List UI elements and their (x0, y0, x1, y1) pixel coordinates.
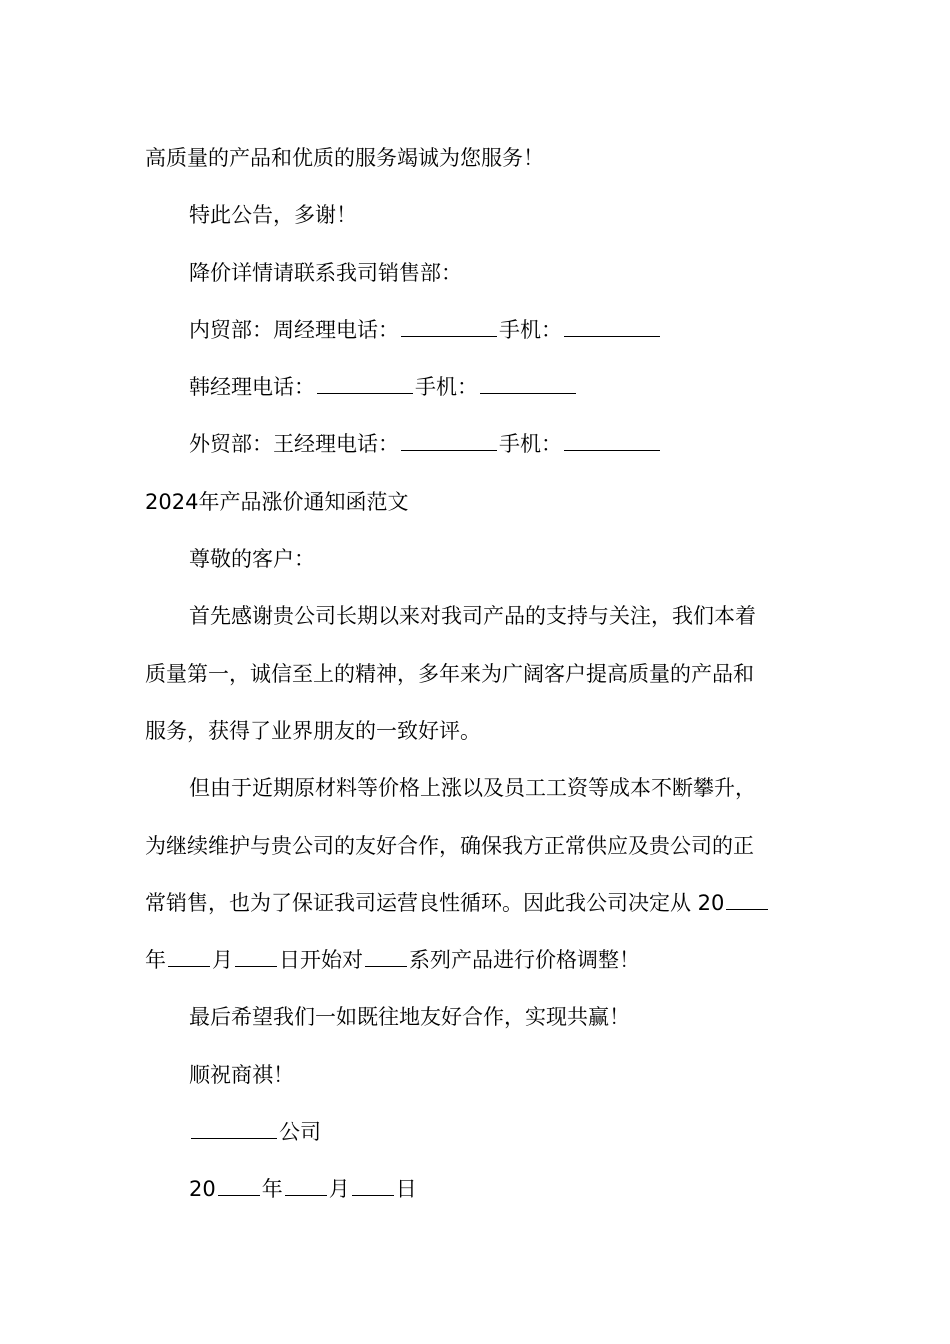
text-line: 为继续维护与贵公司的友好合作，确保我方正常供应及贵公司的正 (145, 833, 754, 858)
text-line: 但由于近期原材料等价格上涨以及员工工资等成本不断攀升， (189, 776, 756, 801)
paragraph-price-line3 (145, 875, 810, 932)
blank-series (365, 944, 407, 967)
blank-mobile (564, 314, 660, 337)
text-line: 手机： (499, 317, 562, 342)
blank-phone (317, 371, 413, 394)
text-line: 韩经理电话： (189, 375, 315, 400)
signature-company (145, 1104, 810, 1161)
paragraph-price-line1 (145, 760, 810, 817)
document-body (145, 130, 810, 1219)
text-line: 月 (328, 1177, 350, 1202)
text-line: 服务，获得了业界朋友的一致好评。 (145, 718, 481, 743)
blank-month (285, 1173, 327, 1196)
closing-regards (145, 1047, 810, 1104)
blank-day (352, 1173, 394, 1196)
text-line: 外贸部：王经理电话： (189, 432, 399, 457)
document-title (145, 474, 810, 531)
text-line: 系列产品进行价格调整！ (409, 948, 640, 973)
blank-mobile (480, 371, 576, 394)
paragraph-price-line4 (145, 932, 810, 989)
blank-year (218, 1173, 260, 1196)
text-line: 20 (189, 1177, 216, 1202)
blank-mobile (564, 428, 660, 451)
paragraph-thanks-line2 (145, 646, 810, 703)
text-line: 日 (395, 1177, 417, 1202)
paragraph-service (145, 130, 810, 187)
text-line: 质量第一，诚信至上的精神，多年来为广阔客户提高质量的产品和 (145, 661, 754, 686)
contact-domestic (145, 302, 810, 359)
contact-foreign (145, 416, 810, 473)
text-line: 内贸部：周经理电话： (189, 317, 399, 342)
text-line: 最后希望我们一如既往地友好合作，实现共赢！ (189, 1005, 630, 1030)
page-title: 2024年产品涨价通知函范文 (145, 489, 409, 514)
text-line: 降价详情请联系我司销售部： (189, 260, 462, 285)
text-line: 尊敬的客户： (189, 547, 315, 572)
paragraph-price-line2 (145, 818, 810, 875)
paragraph-thanks-line3 (145, 703, 810, 760)
paragraph-contact-intro (145, 245, 810, 302)
closing-wish (145, 989, 810, 1046)
blank-company (191, 1116, 277, 1139)
paragraph-thanks-line1 (145, 588, 810, 645)
text-line: 手机： (415, 375, 478, 400)
blank-phone (401, 314, 497, 337)
text-line: 首先感谢贵公司长期以来对我司产品的支持与关注，我们本着 (189, 604, 756, 629)
text-line: 特此公告，多谢！ (189, 203, 357, 228)
text-line: 日开始对 (279, 948, 363, 973)
blank-year (726, 887, 768, 910)
greeting (145, 531, 810, 588)
contact-han (145, 359, 810, 416)
signature-date (145, 1161, 810, 1218)
text-line: 常销售，也为了保证我司运营良性循环。因此我公司决定从 20 (145, 890, 725, 915)
text-line: 手机： (499, 432, 562, 457)
blank-month (168, 944, 210, 967)
paragraph-notice (145, 187, 810, 244)
text-line: 公司 (279, 1120, 321, 1145)
blank-phone (401, 428, 497, 451)
text-line: 年 (145, 948, 166, 973)
text-line: 高质量的产品和优质的服务竭诚为您服务！ (145, 146, 544, 170)
text-line: 顺祝商祺！ (189, 1062, 294, 1087)
text-line: 月 (212, 948, 233, 973)
blank-day (235, 944, 277, 967)
text-line: 年 (261, 1177, 283, 1202)
